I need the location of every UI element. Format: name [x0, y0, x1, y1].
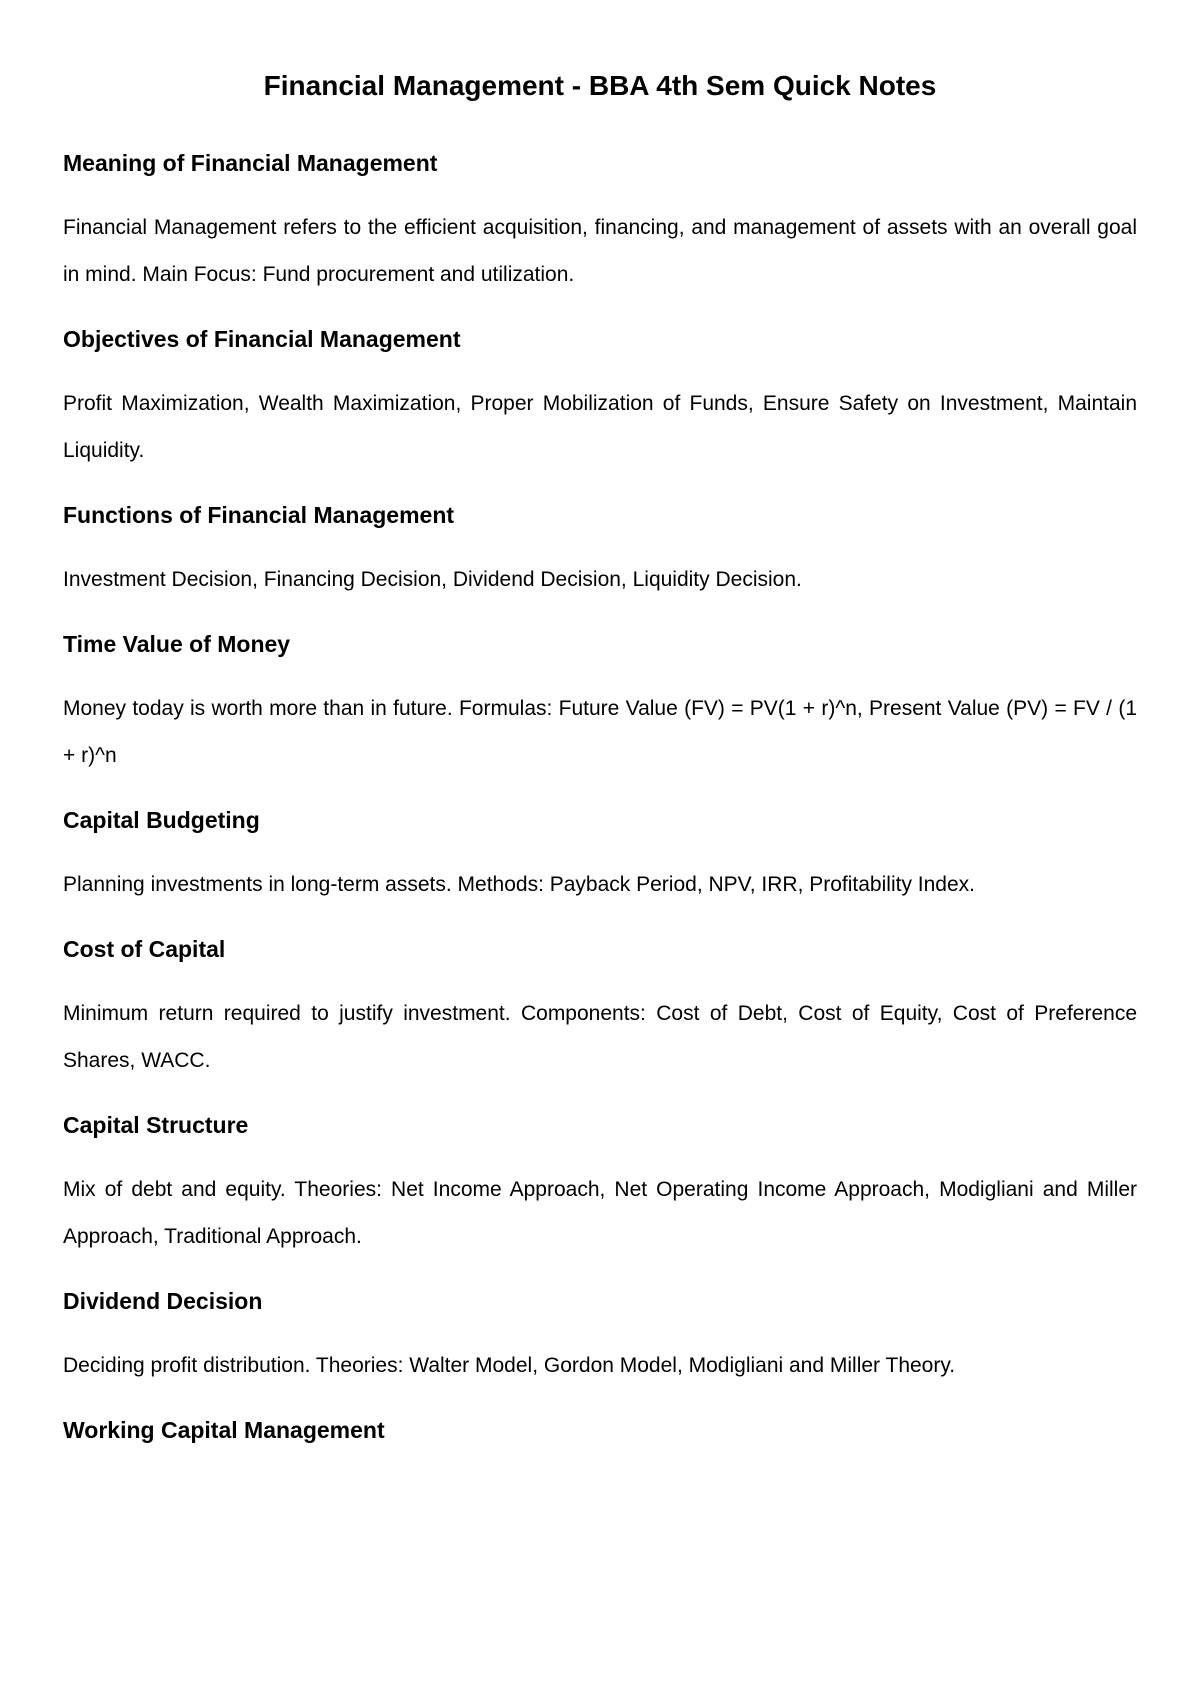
- section-body: Mix of debt and equity. Theories: Net Income Approach, Net Operating Income Approach, Modigliani and Miller Approach, Traditional Approach.: [63, 1178, 1137, 1248]
- section-heading: Objectives of Financial Management: [63, 326, 461, 352]
- section-capital-budgeting: [63, 805, 1137, 908]
- section-working-capital: [63, 1415, 1137, 1445]
- section-heading: Cost of Capital: [63, 936, 226, 962]
- section-body: Financial Management refers to the efficient acquisition, financing, and management of assets with an overall goal in mind. Main Focus: Fund procurement and utilization.: [63, 216, 1137, 286]
- section-time-value: [63, 629, 1137, 779]
- section-dividend-decision: [63, 1286, 1137, 1389]
- section-heading: Dividend Decision: [63, 1288, 263, 1314]
- section-heading: Capital Structure: [63, 1112, 249, 1138]
- section-body: Money today is worth more than in future. Formulas: Future Value (FV) = PV(1 + r)^n, Present Value (PV) = FV / (1 + r)^n: [63, 697, 1137, 767]
- section-body: Minimum return required to justify investment. Components: Cost of Debt, Cost of Equity, Cost of Preference Shares, WACC.: [63, 1002, 1137, 1072]
- section-capital-structure: [63, 1110, 1137, 1260]
- section-body: Investment Decision, Financing Decision, Dividend Decision, Liquidity Decision.: [63, 568, 802, 591]
- section-meaning: [63, 148, 1137, 298]
- section-body: Profit Maximization, Wealth Maximization, Proper Mobilization of Funds, Ensure Safety on Investment, Maintain Liquidity.: [63, 392, 1137, 462]
- section-list: [63, 148, 1137, 1445]
- section-body: Planning investments in long-term assets. Methods: Payback Period, NPV, IRR, Profitability Index.: [63, 873, 975, 896]
- section-cost-of-capital: [63, 934, 1137, 1084]
- section-body: Deciding profit distribution. Theories: Walter Model, Gordon Model, Modigliani and Miller Theory.: [63, 1354, 956, 1377]
- section-functions: [63, 500, 1137, 603]
- section-objectives: [63, 324, 1137, 474]
- section-heading: Working Capital Management: [63, 1417, 385, 1443]
- section-heading: Meaning of Financial Management: [63, 150, 438, 176]
- section-heading: Capital Budgeting: [63, 807, 260, 833]
- section-heading: Functions of Financial Management: [63, 502, 455, 528]
- section-heading: Time Value of Money: [63, 631, 291, 657]
- page-title: Financial Management - BBA 4th Sem Quick Notes: [263, 70, 937, 101]
